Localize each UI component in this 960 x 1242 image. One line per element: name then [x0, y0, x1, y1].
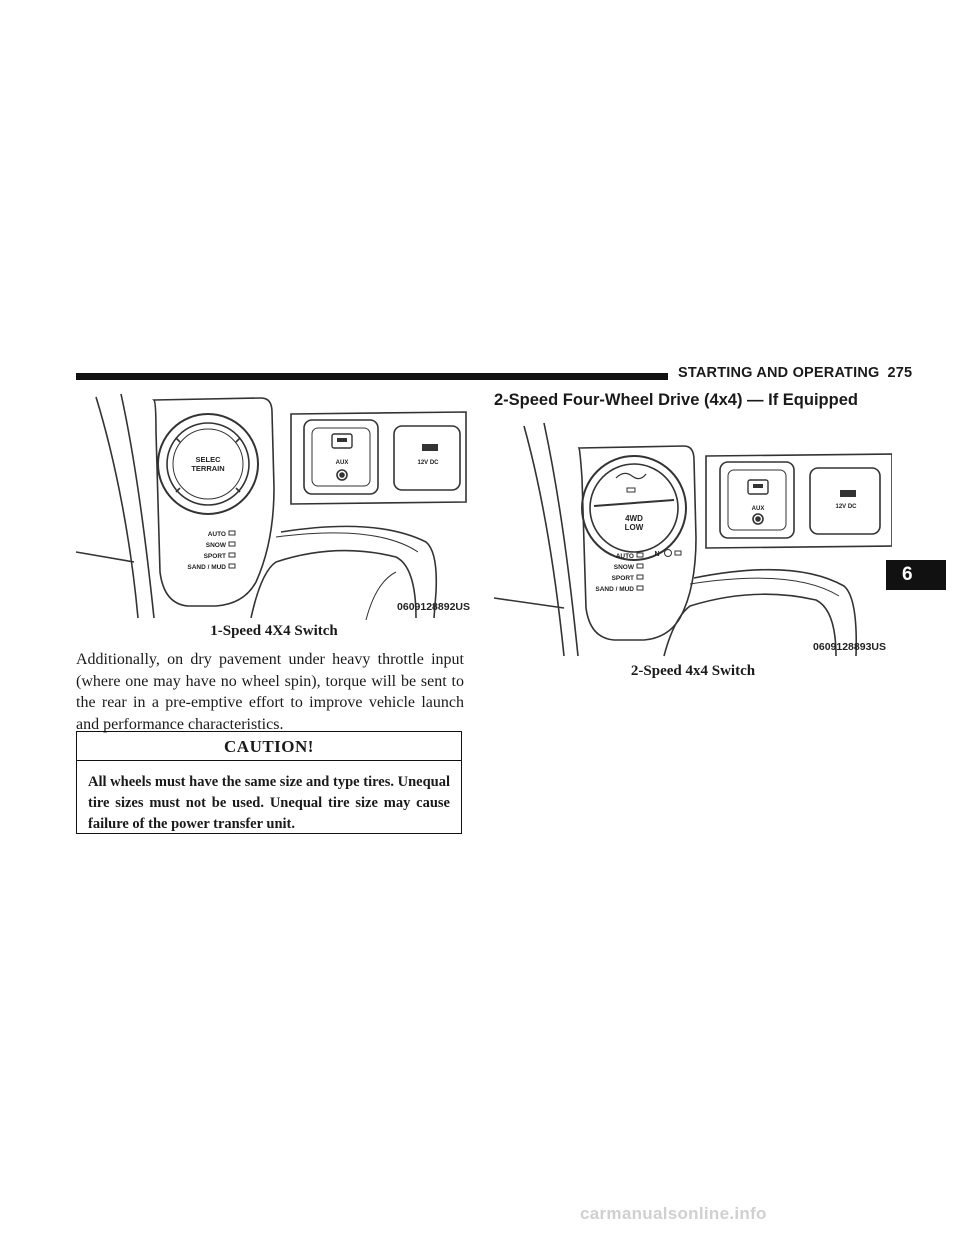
body-paragraph: Additionally, on dry pavement under heavy throttle input (where one may have no wheel spin), torque will be sent to the rear in a pre-emptive effort to improve vehicle launch and performance characteristics.	[76, 651, 464, 733]
dc-label: 12V DC	[417, 460, 439, 466]
header-rule	[76, 373, 668, 380]
section-heading: 2-Speed Four-Wheel Drive (4x4) — If Equipped	[494, 391, 858, 409]
figure-1-speed-switch	[76, 392, 472, 620]
dial-label-2: LOW	[624, 523, 644, 532]
mode-label: SPORT	[203, 553, 226, 560]
figure-caption: 2-Speed 4x4 Switch	[630, 663, 756, 679]
mode-label: SAND / MUD	[595, 586, 634, 593]
mode-label: SNOW	[613, 564, 634, 571]
watermark: carmanualsonline.info	[580, 1204, 767, 1223]
mode-label: SPORT	[611, 575, 634, 582]
neutral-label: N	[654, 551, 660, 558]
caution-text: All wheels must have the same size and type tires. Unequal tire sizes must not be used. Unequal tire size may cause failure of the power transfer unit.	[88, 774, 450, 832]
usb-label: AUX	[751, 506, 765, 512]
mode-label: SNOW	[205, 542, 226, 549]
usb-label: AUX	[335, 460, 349, 466]
figure-id: 0609128892US	[397, 601, 470, 613]
dc-label: 12V DC	[835, 504, 857, 510]
dial-label-1: SELEC	[195, 455, 221, 464]
caution-box	[76, 731, 462, 834]
dial-label-1: 4WD	[625, 514, 643, 523]
figure-2-speed-switch	[494, 418, 892, 658]
page-number: 275	[887, 365, 913, 381]
dial-label-2: TERRAIN	[191, 464, 225, 473]
figure-caption: 1-Speed 4X4 Switch	[210, 623, 338, 639]
mode-label: SAND / MUD	[187, 564, 226, 571]
figure-id: 0609128893US	[813, 641, 886, 653]
caution-title: CAUTION!	[77, 732, 461, 761]
mode-label: AUTO	[615, 553, 634, 560]
chapter-tab: 6	[886, 560, 946, 590]
section-title: STARTING AND OPERATING	[678, 365, 880, 381]
running-header	[678, 365, 912, 381]
mode-label: AUTO	[207, 531, 226, 538]
